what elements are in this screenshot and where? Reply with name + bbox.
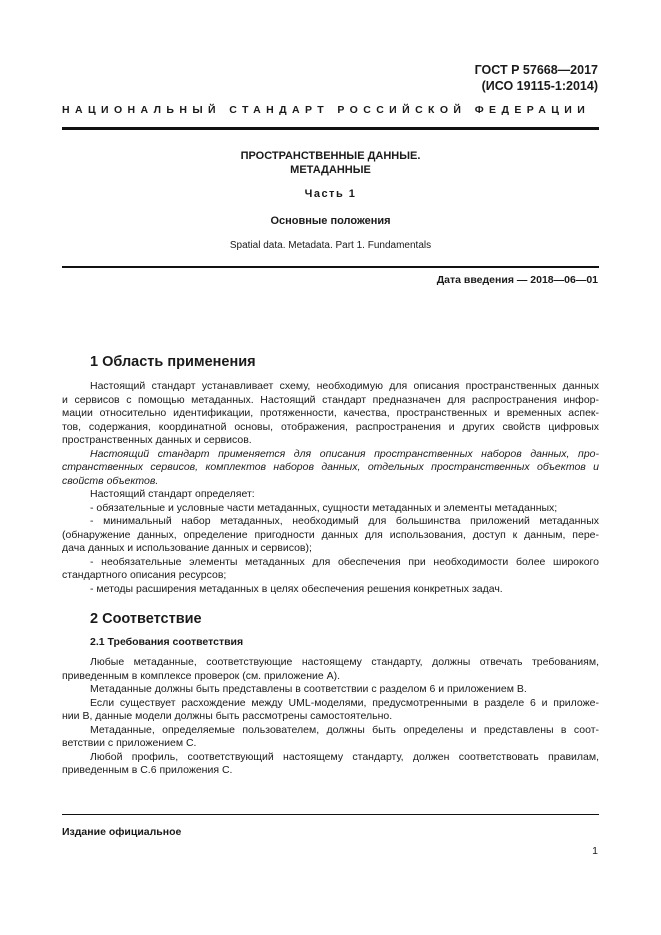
- section-1-body: [62, 380, 599, 596]
- paragraph-line: нии В, данные модели должны быть рассмотрены самостоятельно.: [62, 710, 393, 722]
- paragraph-line: странственных сервисов, комплектов наборов данных, отдельных пространственных объектов и: [62, 461, 599, 473]
- paragraph-line: Настоящий стандарт определяет:: [90, 488, 255, 500]
- bullet-item: - минимальный набор метаданных, необходимый для большинства приложений метаданных: [90, 515, 599, 527]
- paragraph-line: тов, содержания, координатной основы, отображения, распространения и других свойств цифровых: [62, 420, 599, 433]
- section-2-heading: 2 Соответствие: [90, 611, 202, 627]
- paragraph-line: приведенным в С.6 приложения С.: [62, 764, 233, 776]
- english-title: Spatial data. Metadata. Part 1. Fundamentals: [229, 240, 432, 251]
- footer-rule: [62, 814, 599, 815]
- bullet-item: стандартного описания ресурсов;: [62, 569, 227, 581]
- title-line-1: ПРОСТРАНСТВЕННЫЕ ДАННЫЕ.: [240, 150, 421, 162]
- title-rule: [62, 266, 599, 268]
- part-label: Часть 1: [304, 188, 357, 200]
- paragraph-line: Любой профиль, соответствующий настоящему стандарту, должен соответствовать правилам,: [90, 750, 599, 763]
- national-standard-heading: НАЦИОНАЛЬНЫЙ СТАНДАРТ РОССИЙСКОЙ ФЕДЕРАЦИИ: [62, 104, 591, 116]
- paragraph-line: пространственных данных и сервисов.: [62, 434, 252, 446]
- subtitle: Основные положения: [270, 215, 391, 227]
- standard-number: ГОСТ Р 57668—2017: [474, 63, 598, 77]
- paragraph-line: приведенным в комплексе проверок (см. приложение А).: [62, 669, 341, 682]
- section-2-1-heading: 2.1 Требования соответствия: [90, 636, 244, 648]
- paragraph-line: и сервисов с помощью метаданных. Настоящий стандарт предназначен для распространения инфор-: [62, 393, 599, 406]
- paragraph-line: Любые метаданные, соответствующие настоящему стандарту, должны отвечать требованиям,: [90, 656, 599, 668]
- bullet-item: (обнаружение данных, определение пригодности данных для использования, доступ к данным, пере-: [62, 528, 599, 541]
- paragraph-line: ветствии с приложением С.: [62, 737, 197, 749]
- bullet-item: - необязательные элементы метаданных для обеспечения при необходимости более широкого: [90, 555, 599, 568]
- bullet-item: дача данных и использование данных и сервисов);: [62, 542, 312, 554]
- paragraph-line: Метаданные должны быть представлены в соответствии с разделом 6 и приложением В.: [90, 683, 527, 695]
- section-2-body: [62, 656, 599, 778]
- title-line-2: МЕТАДАННЫЕ: [290, 164, 371, 176]
- official-edition-label: Издание официальное: [62, 826, 182, 838]
- paragraph-line: Настоящий стандарт применяется для описания пространственных наборов данных, про-: [90, 447, 599, 460]
- paragraph-line: мации относительно идентификации, протяженности, качества, пространственных и временных аспек-: [62, 407, 599, 419]
- paragraph-line: Метаданные, определяемые пользователем, должны быть определены и представлены в соот-: [90, 723, 599, 736]
- top-rule: [62, 127, 599, 130]
- section-1-heading: 1 Область применения: [90, 354, 256, 370]
- bullet-item: - методы расширения метаданных в целях обеспечения решения конкретных задач.: [90, 582, 503, 595]
- page-number: 1: [592, 845, 598, 857]
- paragraph-line: Настоящий стандарт устанавливает схему, необходимую для описания пространственных данных: [90, 380, 599, 392]
- bullet-item: - обязательные и условные части метаданных, сущности метаданных и элементы метаданных;: [90, 501, 558, 514]
- iso-number: (ИСО 19115-1:2014): [481, 79, 598, 93]
- paragraph-line: свойств объектов.: [62, 474, 159, 487]
- paragraph-line: Если существует расхождение между UML-моделями, предусмотренными в разделе 6 и приложе-: [90, 696, 599, 709]
- introduction-date: Дата введения — 2018—06—01: [436, 274, 598, 286]
